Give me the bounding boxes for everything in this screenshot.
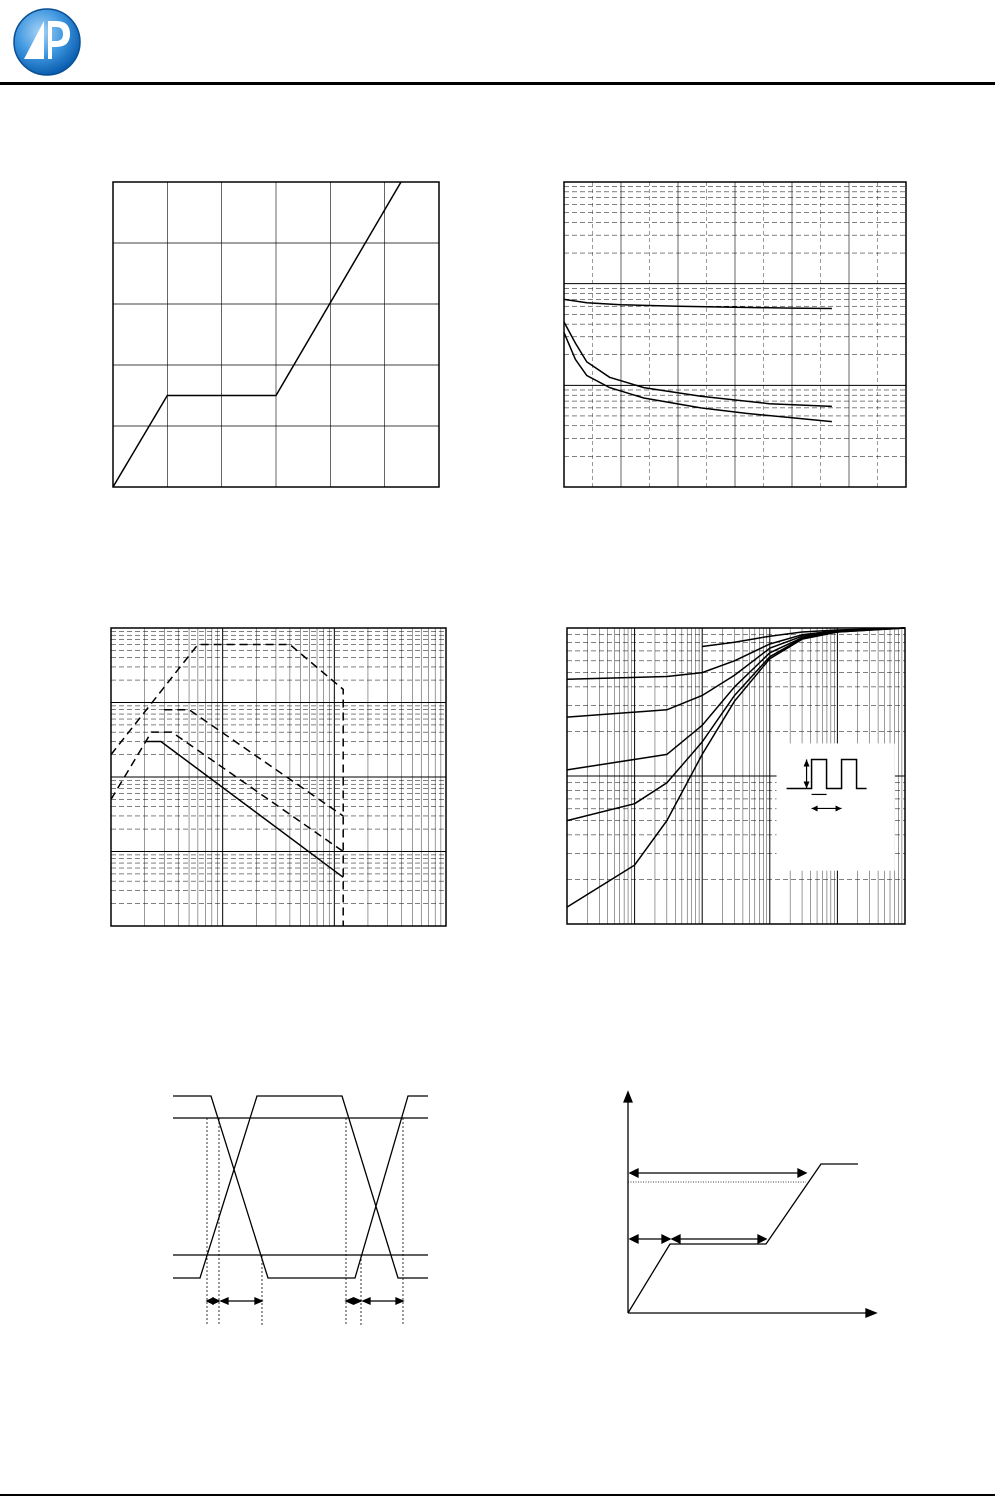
series-4-line bbox=[145, 742, 344, 878]
company-logo-icon bbox=[12, 7, 82, 77]
series-1-line bbox=[111, 645, 343, 927]
gate-voltage-trace bbox=[173, 1096, 428, 1278]
gate-charge-waveform bbox=[600, 1085, 880, 1325]
switching-time-waveform bbox=[150, 1080, 440, 1330]
series-2-line bbox=[567, 628, 905, 679]
grid bbox=[111, 628, 446, 926]
series-1-line bbox=[113, 182, 401, 487]
capacitance-chart bbox=[564, 182, 906, 487]
header-rule bbox=[0, 82, 995, 85]
series-2-line bbox=[164, 710, 343, 816]
footer-rule bbox=[0, 1494, 995, 1496]
gate-charge-chart bbox=[113, 182, 439, 487]
thermal-impedance-chart bbox=[567, 628, 905, 924]
pulse-inset bbox=[777, 743, 895, 870]
grid bbox=[113, 182, 439, 487]
safe-operating-area-chart bbox=[111, 628, 446, 926]
grid bbox=[564, 182, 906, 487]
